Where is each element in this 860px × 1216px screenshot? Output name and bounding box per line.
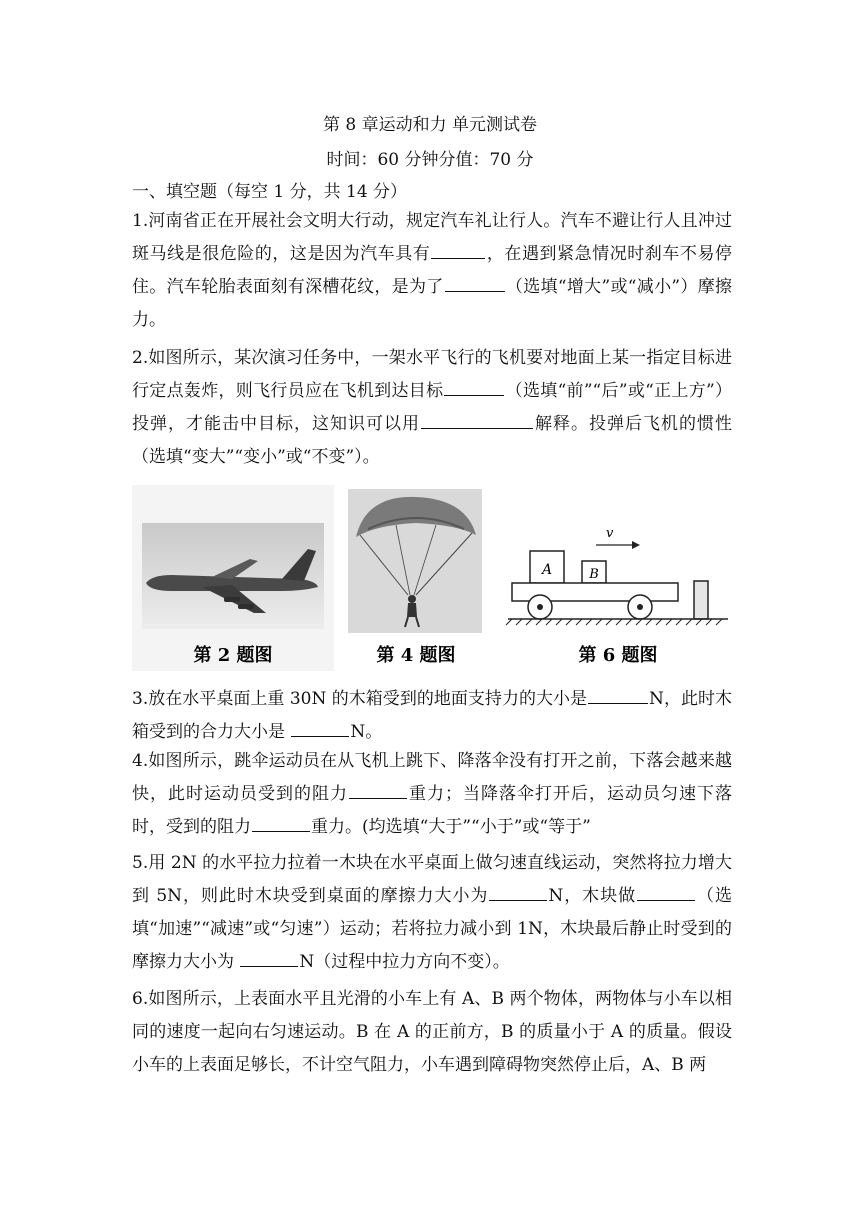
q2-text-2: （选填“前”“后”或“正上方”）投弹，才能击中目标，这知识可以用	[132, 381, 732, 434]
question-6	[132, 983, 732, 1082]
question-4	[132, 745, 732, 844]
q2-text-1: 2.如图所示，某次演习任务中，一架水平飞行的飞机要对地面上某一指定目标进行定点轰炸，则飞行员应在飞机到达目标	[132, 348, 732, 401]
q5-text-3: （选填“加速”“减速”或“匀速”）运动；若将拉力减小到 1N，木块最后静止时受到的摩擦力大小为	[132, 886, 733, 972]
doc-title: 第 8 章运动和力 单元测试卷	[322, 115, 538, 135]
q3-text-1: 3.放在水平桌面上重 30N 的木箱受到的地面支持力的大小是	[132, 689, 588, 709]
q5-text-4: N（过程中拉力方向不变）。	[299, 952, 510, 972]
figures-row	[132, 485, 732, 671]
q1-blank-1[interactable]	[431, 241, 485, 259]
question-5	[132, 847, 732, 979]
q4-text-3: 重力。(均选填“大于”“小于”或“等于”	[311, 817, 591, 837]
q1-blank-2[interactable]	[445, 274, 505, 292]
section-heading: 一、填空题（每空 1 分，共 14 分）	[132, 182, 408, 202]
q2-blank-1[interactable]	[444, 378, 504, 396]
question-3	[132, 683, 732, 749]
q2-text-3: 解释。投弹后飞机的惯性（选填“变大”“变小”或“不变”）。	[132, 414, 732, 467]
q3-text-3: N。	[350, 722, 383, 742]
fig2-caption: 第 2 题图	[193, 645, 273, 666]
q3-text-2: N，此时木箱受到的合力大小是	[132, 689, 732, 742]
figure-6-cart	[504, 485, 732, 671]
fig6-caption: 第 6 题图	[578, 645, 658, 666]
q1-text-1: 1.河南省正在开展社会文明大行动，规定汽车礼让行人。汽车不避让行人且冲过斑马线是很危险的，这是因为汽车具有	[132, 211, 732, 264]
question-2	[132, 342, 732, 474]
q1-text-2: ，在遇到紧急情况时刹车不易停住。汽车轮胎表面刻有深槽花纹，是为了	[132, 244, 733, 297]
q1-text-3: （选填“增大”或“减小”）摩擦力。	[132, 277, 733, 330]
q3-blank-1[interactable]	[588, 686, 648, 704]
fig6-block-b-label: B	[589, 567, 599, 582]
question-1	[132, 205, 732, 337]
q5-blank-1[interactable]	[489, 883, 547, 901]
fig6-velocity-label: v	[606, 526, 614, 541]
q5-blank-2[interactable]	[637, 883, 695, 901]
q4-text-1: 4.如图所示，跳伞运动员在从飞机上跳下、降落伞没有打开之前，下落会越来越快，此时运动员受到的阻力	[132, 751, 732, 804]
fig4-caption: 第 4 题图	[376, 645, 456, 666]
q4-blank-2[interactable]	[252, 814, 310, 832]
figure-4-parachute	[346, 485, 486, 671]
fig6-block-a-label: A	[541, 562, 553, 578]
q4-text-2: 重力；当降落伞打开后，运动员匀速下落时，受到的阻力	[132, 784, 732, 837]
q2-blank-2[interactable]	[421, 411, 533, 429]
q5-text-1: 5.用 2N 的水平拉力拉着一木块在水平桌面上做匀速直线运动，突然将拉力增大到 5N，则此时木块受到桌面的摩擦力大小为	[132, 853, 732, 906]
q4-blank-1[interactable]	[349, 781, 407, 799]
doc-subtitle: 时间：60 分钟分值：70 分	[326, 150, 534, 170]
q3-blank-2[interactable]	[291, 719, 349, 737]
q6-text-1: 6.如图所示，上表面水平且光滑的小车上有 A、B 两个物体，两物体与小车以相同的速度一起向右匀速运动。B 在 A 的正前方，B 的质量小于 A 的质量。假设小车的上表面足够长，不计空气阻力，小车遇到障碍物突然停止后，A、B 两	[132, 989, 732, 1075]
figure-2-airplane	[132, 485, 334, 671]
q5-blank-3[interactable]	[240, 949, 298, 967]
q5-text-2: N，木块做	[548, 886, 637, 906]
